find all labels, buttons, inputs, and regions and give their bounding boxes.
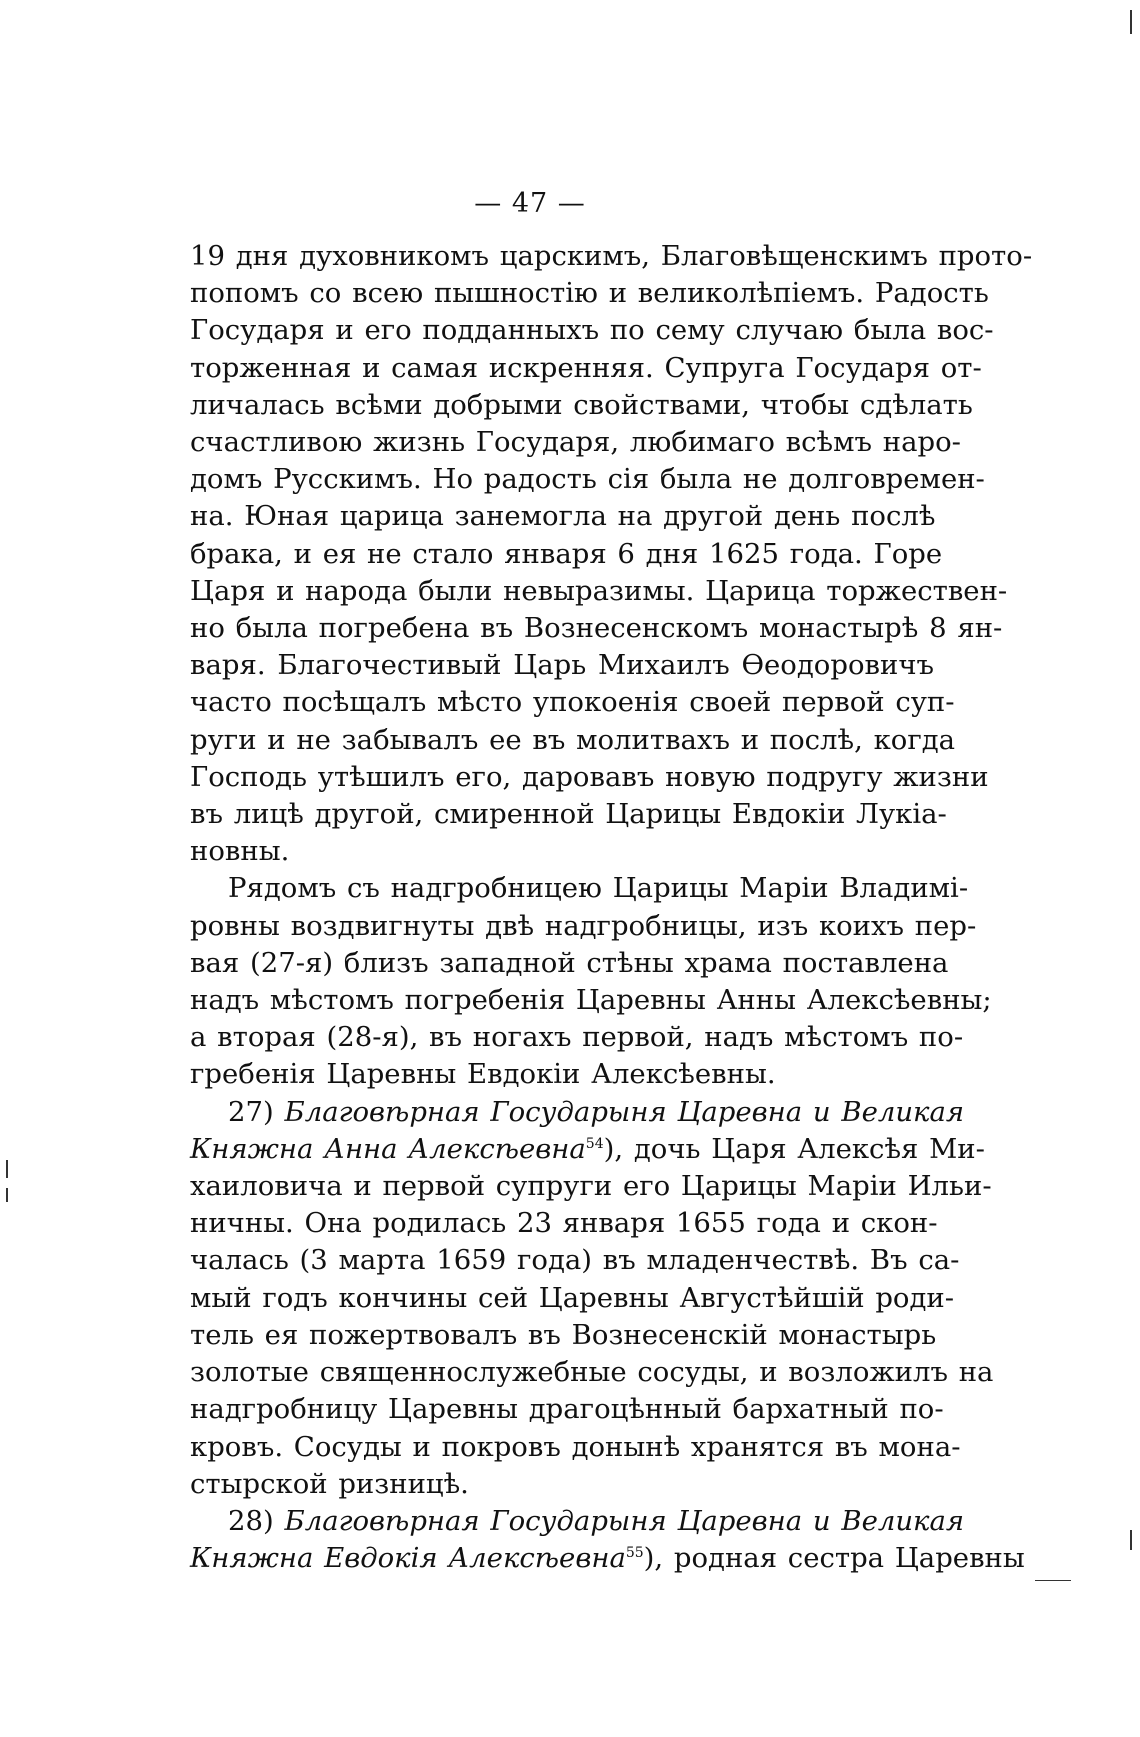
text-fragment: ), дочь Царя Алексѣя Ми-	[603, 1132, 985, 1165]
text-line: золотые священнослужебные сосуды, и возложилъ на	[190, 1356, 994, 1389]
text-line: чалась (3 марта 1659 года) въ младенчествѣ. Въ са-	[190, 1244, 960, 1277]
text-line: кровъ. Сосуды и покровъ донынѣ хранятся въ мона-	[190, 1430, 961, 1463]
text-line: хаиловича и первой супруги его Царицы Маріи Ильи-	[190, 1170, 992, 1203]
text-line: личалась всѣми добрыми свойствами, чтобы сдѣлать	[190, 388, 973, 421]
text-line: въ лицѣ другой, смиренной Царицы Евдокіи Лукіа-	[190, 798, 947, 831]
text-line: брака, и ея не стало января 6 дня 1625 года. Горе	[190, 537, 943, 570]
text-line: надъ мѣстомъ погребенія Царевны Анны Алексѣевны;	[190, 984, 992, 1017]
body-text	[190, 238, 1033, 1577]
text-line: попомъ со всею пышностію и великолѣпіемъ. Радость	[190, 277, 989, 310]
text-line: руги и не забывалъ ее въ молитвахъ и послѣ, когда	[190, 723, 956, 756]
paragraph-4	[190, 1503, 1025, 1577]
paragraph-2	[190, 870, 992, 1093]
text-line: новны.	[190, 835, 290, 868]
text-line: часто посѣщалъ мѣсто упокоенія своей первой суп-	[190, 686, 955, 719]
paragraph-1	[190, 238, 1033, 870]
text-line: но была погребена въ Вознесенскомъ монастырѣ 8 ян-	[190, 612, 1003, 645]
footnote-marker: 54	[585, 1135, 604, 1152]
entry-heading-line	[190, 1503, 965, 1540]
scan-edge-mark	[1130, 10, 1132, 34]
text-line: домъ Русскимъ. Но радость сія была не долговремен-	[190, 463, 985, 496]
scan-edge-mark	[6, 1160, 8, 1178]
text-line: стырской ризницѣ.	[190, 1467, 469, 1500]
paragraph-3	[190, 1094, 994, 1503]
scan-edge-mark	[1035, 1580, 1071, 1581]
entry-title-italic: Благовѣрная Государыня Царевна и Великая	[284, 1504, 965, 1537]
entry-number: 27)	[228, 1095, 274, 1128]
text-line: вая (27-я) близъ западной стѣны храма поставлена	[190, 946, 949, 979]
entry-title-line	[190, 1540, 1025, 1577]
text-line: мый годъ кончины сей Царевны Августѣйшій роди-	[190, 1281, 955, 1314]
text-line: 19 дня духовникомъ царскимъ, Благовѣщенскимъ прото-	[190, 240, 1033, 272]
entry-title-italic: Княжна Евдокія Алексѣевна	[190, 1542, 626, 1575]
text-line: на. Юная царица занемогла на другой день послѣ	[190, 500, 936, 533]
text-line: Господь утѣшилъ его, даровавъ новую подругу жизни	[190, 760, 989, 793]
entry-title-italic: Благовѣрная Государыня Царевна и Великая	[284, 1095, 965, 1128]
text-fragment: ), родная сестра Царевны	[643, 1542, 1025, 1575]
entry-title-line	[190, 1131, 985, 1168]
entry-number: 28)	[228, 1504, 274, 1537]
text-line: Государя и его подданныхъ по сему случаю была вос-	[190, 314, 994, 347]
scan-edge-mark	[6, 1188, 8, 1202]
entry-heading-line	[190, 1094, 965, 1131]
text-line: а вторая (28-я), въ ногахъ первой, надъ мѣстомъ по-	[190, 1021, 964, 1054]
text-line: гребенія Царевны Евдокіи Алексѣевны.	[190, 1058, 776, 1091]
text-line: торженная и самая искренняя. Супруга Государя от-	[190, 351, 982, 384]
text-line: Рядомъ съ надгробницею Царицы Маріи Владимі-	[228, 872, 969, 905]
text-line: надгробницу Царевны драгоцѣнный бархатный по-	[190, 1393, 944, 1426]
scan-edge-mark	[1130, 1530, 1132, 1550]
text-line: тель ея пожертвовалъ въ Вознесенскій монастырь	[190, 1318, 937, 1351]
entry-title-italic: Княжна Анна Алексѣевна	[190, 1132, 586, 1165]
text-line: Царя и народа были невыразимы. Царица торжествен-	[190, 574, 1008, 607]
text-line: ровны воздвигнуты двѣ надгробницы, изъ коихъ пер-	[190, 909, 977, 942]
page-number: — 47 —	[474, 188, 586, 219]
text-line: ничны. Она родилась 23 января 1655 года и скон-	[190, 1207, 938, 1240]
footnote-marker: 55	[625, 1544, 644, 1561]
text-line: счастливою жизнь Государя, любимаго всѣмъ наро-	[190, 426, 961, 459]
text-line: варя. Благочестивый Царь Михаилъ Ѳеодоровичъ	[190, 649, 934, 682]
